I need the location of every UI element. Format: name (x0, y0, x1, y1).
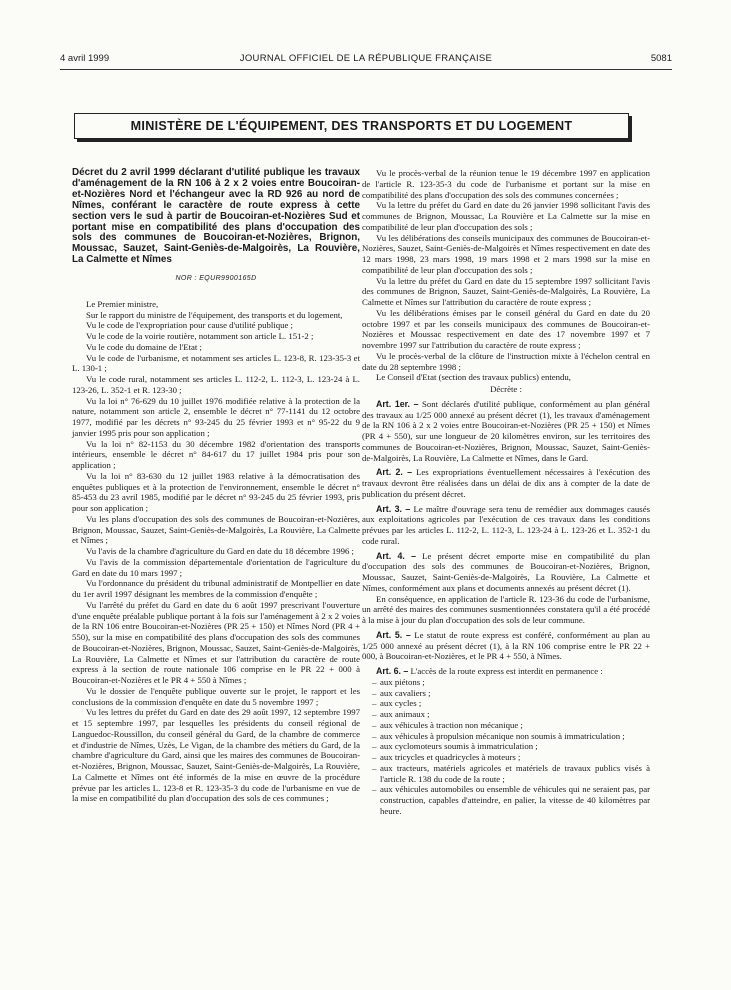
visa-paragraph: Vu la lettre du préfet du Gard en date du 26 janvier 1998 sollicitant l'avis des communes de Brignon, Moussac, La Rouvière et La Calmette sur la mise en compatibilité de leur plan d'occupation des sols ; (362, 200, 650, 232)
visa-paragraph: Vu l'arrêté du préfet du Gard en date du 6 août 1997 prescrivant l'ouverture d'une enquête préalable publique portant à la fois sur l'aménagement à 2 x 2 voies de la RN 106 entre Boucoiran-et-Nozières (PR 25 + 150) et Nîmes Nord (PR 4 + 550), sur la mise en compatibilité des plans d'occupation des sols des communes de Boucoiran-et-Nozières, Brignon, Moussac, Sauzet, Saint-Geniès-de-Malgoirès, La Rouvière, La Calmette et Nîmes et sur l'attribution du caractère de route express à la section de route nationale 106 comprise en le PR 22 + 000 à Boucoiran-et-Nozières et le PR 4 + 550 à Nîmes ; (72, 599, 360, 686)
visa-paragraph: Vu le code de la voirie routière, notamment son article L. 151-2 ; (86, 331, 314, 342)
visa-paragraph: Vu le code rural, notamment ses articles L. 112-2, L. 112-3, L. 123-24 à L. 123-26, L. 352-1 et R. 123-30 ; (72, 374, 360, 395)
article-4 (362, 551, 650, 594)
visa-paragraph: Vu le dossier de l'enquête publique ouverte sur le projet, le rapport et les conclusions de la commission d'enquête en date du 5 novembre 1997 ; (72, 685, 360, 707)
list-item: – aux animaux ; (372, 709, 650, 720)
page-header (60, 53, 672, 67)
list-item: – aux cycles ; (372, 698, 650, 709)
visa-paragraph: Vu les lettres du préfet du Gard en date des 29 août 1997, 12 septembre 1997 et 15 septembre 1997, par lesquelles les présidents du conseil régional de Languedoc-Roussillon, du conseil général du Gard, de la chambre de commerce et d'industrie de Nîmes, Uzès, Le Vigan, de la chambre des métiers du Gard, de la chambre d'agriculture du Gard, ainsi que les maires des communes de Boucoiran-et-Nozières, Brignon, Moussac, Sauzet, Saint-Geniès-de-Malgoirès, La Rouvière, La Calmette et Nîmes ont été informés de la mise en œuvre de la procédure prévue par les articles L. 123-8 et R. 123-35-3 du code de l'urbanisme en vue de la mise en compatibilité du plan d'occupation des sols de ces communes ; (72, 707, 360, 804)
list-item: – aux tracteurs, matériels agricoles et matériels de travaux publics visés à l'article R. 138 du code de la route ; (372, 763, 650, 785)
decree-title: Décret du 2 avril 1999 déclarant d'utilité publique les travaux d'aménagement de la RN 106 à 2 x 2 voies entre Boucoiran-et-Nozières Nord et l'échangeur avec la RD 926 au nord de Nîmes, conférant le caractère de route express à cette section vers le sud à partir de Boucoiran-et-Nozières Sud et portant mise en compatibilité des plans d'occupation des sols des communes de Boucoiran-et-Nozières, Brignon, Moussac, Sauzet, Saint-Geniès-de-Malgoirès, La Rouvière, La Calmette et Nîmes (72, 167, 360, 266)
consequence-paragraph: En conséquence, en application de l'article R. 123-36 du code de l'urbanisme, un arrêté des maires des communes susmentionnées constatera qu'il a été procédé à la mise à jour du plan d'occupation des sols de leur commune. (362, 593, 650, 625)
visa-paragraph: Vu l'ordonnance du président du tribunal administratif de Montpellier en date du 1er avril 1997 désignant les membres de la commission d'enquête ; (72, 578, 360, 600)
article-label: Art. 3. – (376, 503, 411, 514)
article-2 (362, 467, 650, 499)
page-number: 5081 (650, 53, 672, 64)
list-item: – aux véhicules à traction non mécanique ; (372, 720, 650, 731)
visa-paragraph: Vu le procès-verbal de la réunion tenue le 19 décembre 1997 en application de l'article R. 123-35-3 du code de l'urbanisme et portant sur la mise en compatibilité des plans d'occupation des sols des communes concernées ; (362, 168, 650, 200)
visa-paragraph: Vu les délibérations des conseils municipaux des communes de Boucoiran-et-Nozières, Sauzet, Saint-Geniès-de-Malgoirès et Nîmes respectivement en date des 12 mars 1998, 23 mars 1998, 19 mars 1998 et 2 mars 1998 sur la mise en compatibilité de leur plan d'occupation des sols ; (362, 232, 650, 275)
list-item: – aux piétons ; (372, 677, 650, 688)
article-label: Art. 5. – (376, 629, 411, 640)
visa-paragraph: Vu l'avis de la commission départementale d'orientation de l'agriculture du Gard en date du 10 mars 1997 ; (72, 556, 360, 578)
article-text: Les expropriations éventuellement nécessaires à l'exécution des travaux devront être réalisées dans un délai de dix ans à compter de la date de publication du présent décret. (362, 467, 650, 499)
nor-reference: NOR : EQUR9900165D (175, 275, 257, 283)
visa-paragraph: Le Premier ministre, (86, 298, 159, 309)
article-1 (362, 399, 650, 464)
article-label: Art. 4. – (376, 550, 417, 561)
visa-paragraph: Vu la lettre du préfet du Gard en date du 15 septembre 1997 sollicitant l'avis des communes de Brignon, Sauzet, Saint-Geniès-de-Malgoirès, La Rouvière, La Calmette et Nîmes sur l'attribution du caractère de route express ; (362, 275, 650, 307)
visa-paragraph: Vu les plans d'occupation des sols des communes de Boucoiran-et-Nozières, Brignon, Moussac, Sauzet, Saint-Geniès-de-Malgoirès, La Rouvière, La Calmette et Nîmes ; (72, 513, 360, 546)
journal-title: JOURNAL OFFICIEL DE LA RÉPUBLIQUE FRANÇAISE (239, 53, 493, 64)
article-text: Le maître d'ouvrage sera tenu de remédier aux dommages causés aux exploitations agricoles par l'exécution de ces travaux dans les conditions prévues par les articles L. 112-2, L. 112-3, L. 123-24 à L. 123-26 et L. 352-1 du code rural. (362, 503, 650, 546)
left-column (72, 168, 360, 804)
visa-paragraph: Vu les délibérations émises par le conseil général du Gard en date du 20 octobre 1997 et par les conseils municipaux des communes de Boucoiran-et-Nozières et Moussac respectivement en date des 17 novembre 1997 et 7 novembre 1997 sur l'attribution du caractère de route express ; (362, 307, 650, 350)
visa-paragraph: Vu l'avis de la chambre d'agriculture du Gard en date du 18 décembre 1996 ; (86, 546, 354, 557)
visa-paragraph: Vu le code du domaine de l'Etat ; (86, 341, 202, 352)
article-text: L'accès de la route express est interdit en permanence : (410, 666, 603, 676)
list-item: – aux véhicules à propulsion mécanique non soumis à immatriculation ; (372, 731, 650, 742)
list-item: – aux véhicules automobiles ou ensemble de véhicules qui ne seraient pas, par construction, capables d'atteindre, en palier, la vitesse de 40 kilomètres par heure. (372, 784, 650, 816)
article-5 (362, 630, 650, 662)
article-label: Art. 6. – (376, 666, 409, 676)
visa-paragraph: Vu le code de l'expropriation pour cause d'utilité publique ; (86, 320, 293, 331)
article-6 (362, 666, 650, 677)
visa-paragraph: Vu la loi n° 82-1153 du 30 décembre 1982 d'orientation des transports intérieurs, ensemble le décret n° 84-617 du 17 juillet 1984 pris pour son application ; (72, 438, 360, 471)
decrete-heading: Décrète : (490, 384, 522, 394)
article-text: Sont déclarés d'utilité publique, conformément au plan général des travaux au 1/25 000 annexé au présent décret (1), les travaux d'aménagement de la RN 106 à 2 x 2 voies entre Boucoiran-et-Nozières (PR 25 + 150) et Nîmes (PR 4 + 550), sur une longueur de 20 kilomètres environ, sur les territoires des communes de Boucoiran-et-Nozières, Brignon, Moussac, Sauzet, Saint-Geniès-de-Malgoirès, La Rouvière, La Calmette et Nîmes, dans le Gard. (362, 398, 650, 463)
visa-paragraph: Vu la loi n° 76-629 du 10 juillet 1976 modifiée relative à la protection de la nature, notamment son article 2, ensemble le décret n° 77-1141 du 12 octobre 1977, modifié par les décrets n° 93-245 du 25 février 1993 et n° 95-22 du 9 janvier 1995 pris pour son application ; (72, 395, 360, 438)
visa-paragraph: Le Conseil d'Etat (section des travaux publics) entendu, (376, 372, 571, 383)
list-item: – aux cavaliers ; (372, 688, 650, 699)
visa-paragraph: Vu la loi n° 83-630 du 12 juillet 1983 relative à la démocratisation des enquêtes publiques et à la protection de l'environnement, ensemble le décret n° 85-453 du 23 avril 1985, modifié par le décret n° 93-245 du 25 février 1993, pris pour son application ; (72, 470, 360, 514)
article-label: Art. 2. – (376, 467, 413, 478)
list-item: – aux tricycles et quadricycles à moteurs ; (372, 752, 650, 763)
visa-paragraph: Vu le procès-verbal de la clôture de l'instruction mixte à l'échelon central en date du 28 septembre 1998 ; (362, 350, 650, 372)
right-column (362, 168, 650, 817)
article-label: Art. 1er. – (376, 398, 419, 409)
issue-date: 4 avril 1999 (60, 53, 110, 64)
ministry-title: MINISTÈRE DE L'ÉQUIPEMENT, DES TRANSPORTS ET DU LOGEMENT (130, 119, 573, 133)
ministry-banner (74, 113, 629, 139)
article-3 (362, 504, 650, 547)
article-text: Le présent décret emporte mise en compatibilité du plan d'occupation des sols des communes de Boucoiran-et-Nozières, Brignon, Moussac, Sauzet, Saint-Geniès-de-Malgoirès, La Rouvière, La Calmette et Nîmes, conformément aux plans et documents annexés au présent décret (1). (362, 550, 650, 593)
list-item: – aux cyclomoteurs soumis à immatriculation ; (372, 741, 650, 752)
article-text: Le statut de route express est conféré, conformément au plan au 1/25 000 annexé au présent décret (1), à la RN 106 comprise entre le PR 22 + 000, à Boucoiran-et-Nozières, et le PR 4 + 550, à Nîmes. (362, 629, 650, 662)
visa-paragraph: Sur le rapport du ministre de l'équipement, des transports et du logement, (86, 309, 343, 320)
visa-paragraph: Vu le code de l'urbanisme, et notamment ses articles L. 123-8, R. 123-35-3 et L. 130-1 ; (72, 352, 360, 374)
header-rule (60, 69, 672, 70)
forbidden-list (362, 677, 650, 817)
